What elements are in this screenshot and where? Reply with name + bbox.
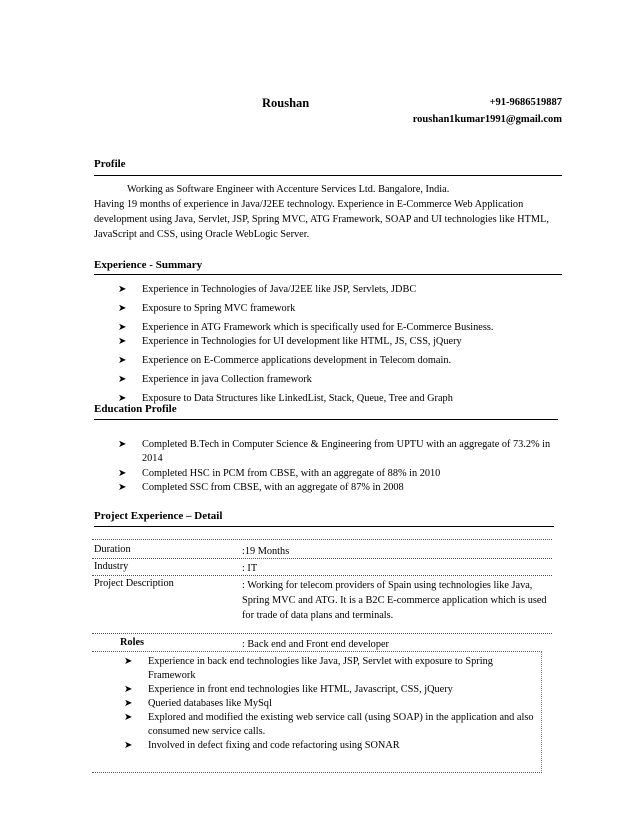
roles-list [124,655,540,753]
arrow-bullet-icon: ➤ [118,439,127,450]
list-item: ➤ Completed B.Tech in Computer Science & Engineering from UPTU with an aggregate of 73.2% in 2014 [118,439,551,464]
dotted-divider [92,651,542,652]
arrow-bullet-icon: ➤ [124,656,133,667]
list-item: ➤ Explored and modified the existing web service call (using SOAP) in the application and also consumed new service calls. [124,712,534,737]
list-item: ➤ Completed SSC from CBSE, with an aggregate of 87% in 2008 [118,482,404,493]
roles-label: Roles [120,637,145,648]
arrow-bullet-icon: ➤ [118,374,127,385]
experience-summary-list [118,283,558,411]
list-item: ➤ Completed HSC in PCM from CBSE, with an aggregate of 88% in 2010 [118,468,441,479]
dotted-divider [92,633,552,634]
email-address: roushan1kumar1991@gmail.com [412,114,562,125]
arrow-bullet-icon: ➤ [124,712,133,723]
list-item: ➤ Experience in Technologies for UI development like HTML, JS, CSS, jQuery [118,336,462,347]
arrow-bullet-icon: ➤ [124,740,133,751]
industry-label: Industry [94,561,129,572]
profile-rule [94,175,562,176]
project-heading: Project Experience – Detail [94,510,223,522]
experience-summary-heading: Experience - Summary [94,259,203,271]
phone-number: +91-9686519887 [489,97,562,108]
education-list [118,438,558,495]
list-item: ➤ Experience on E-Commerce applications development in Telecom domain. [118,355,452,366]
arrow-bullet-icon: ➤ [118,284,127,295]
project-description-label: Project Description [94,578,174,589]
duration-value: :19 Months [242,546,290,557]
education-heading: Education Profile [94,403,177,415]
list-item: ➤ Queried databases like MySql [124,698,272,709]
arrow-bullet-icon: ➤ [118,336,127,347]
dotted-border [541,651,542,773]
duration-label: Duration [94,544,131,555]
project-description-value: : Working for telecom providers of Spain using technologies like Java, Spring MVC and ATG. It is a B2C E-commerce application which is used for trade of data plans and terminals. [242,580,547,621]
list-item: ➤ Experience in ATG Framework which is specifically used for E-Commerce Business. [118,322,494,333]
arrow-bullet-icon: ➤ [118,322,127,333]
arrow-bullet-icon: ➤ [118,468,127,479]
list-item: ➤ Exposure to Spring MVC framework [118,303,296,314]
list-item: ➤ Involved in defect fixing and code refactoring using SONAR [124,740,400,751]
list-item: ➤ Experience in front end technologies like HTML, Javascript, CSS, jQuery [124,684,453,695]
arrow-bullet-icon: ➤ [118,393,127,404]
arrow-bullet-icon: ➤ [118,303,127,314]
candidate-name: Roushan [262,96,310,110]
arrow-bullet-icon: ➤ [124,684,133,695]
list-item: ➤ Experience in Technologies of Java/J2EE like JSP, Servlets, JDBC [118,284,417,295]
industry-value: : IT [242,563,258,574]
dotted-divider [92,575,552,576]
profile-heading: Profile [94,158,126,170]
arrow-bullet-icon: ➤ [118,355,127,366]
roles-value: : Back end and Front end developer [242,639,389,650]
profile-line-2: Having 19 months of experience in Java/J2EE technology. Experience in E-Commerce Web Application development using Java, Servlet, JSP, Spring MVC, ATG Framework, SOAP and UI technologies like HTML, JavaScript and CSS, using Oracle WebLogic Server. [94,199,549,240]
education-rule [94,419,558,420]
dotted-divider [92,772,542,773]
profile-line-1: Working as Software Engineer with Accenture Services Ltd. Bangalore, India. [127,184,450,195]
experience-summary-rule [94,274,562,275]
list-item: ➤ Experience in back end technologies like Java, JSP, Servlet with exposure to Spring Framework [124,656,493,681]
project-rule [94,526,554,527]
dotted-divider [92,558,552,559]
arrow-bullet-icon: ➤ [124,698,133,709]
dotted-divider [92,539,552,540]
arrow-bullet-icon: ➤ [118,482,127,493]
list-item: ➤ Exposure to Data Structures like LinkedList, Stack, Queue, Tree and Graph [118,393,453,404]
list-item: ➤ Experience in java Collection framework [118,374,312,385]
